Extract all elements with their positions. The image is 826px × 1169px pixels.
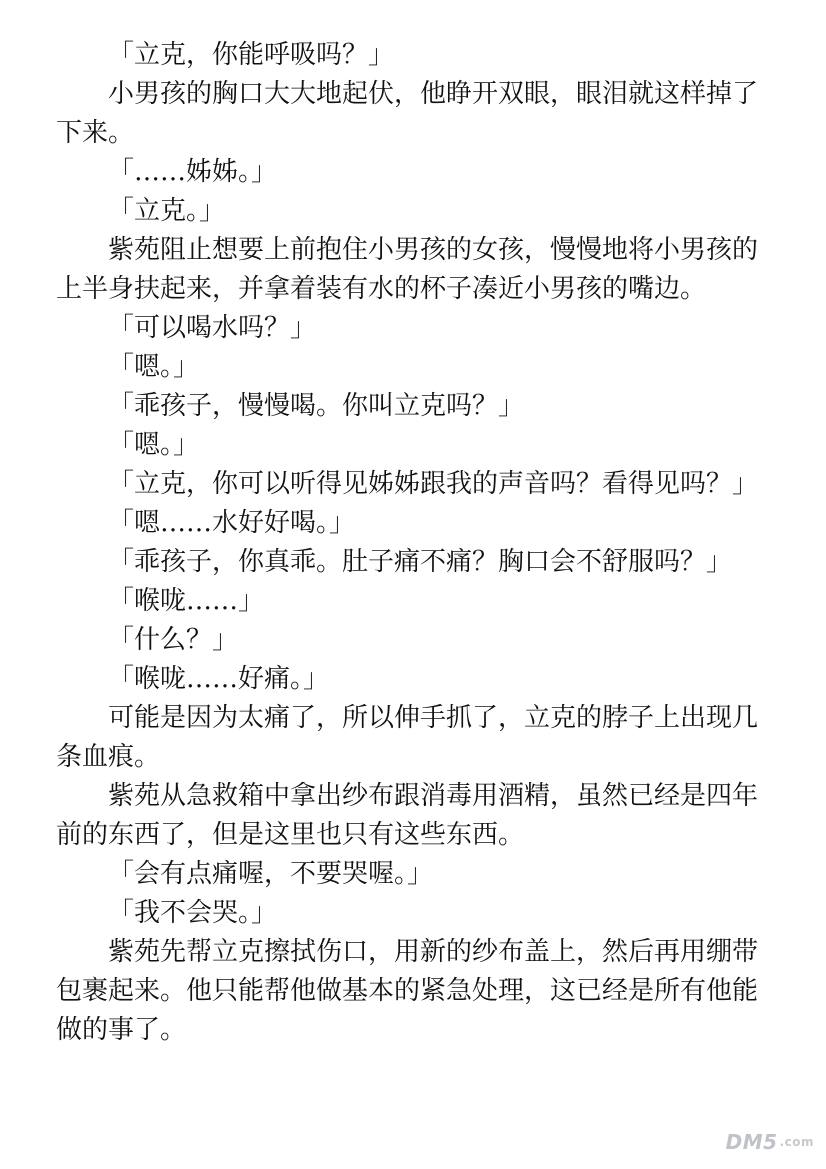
paragraph-20: 紫苑先帮立克擦拭伤口，用新的纱布盖上，然后再用绷带包裹起来。他只能帮他做基本的紧急处理，这已经是所有他能做的事了。 — [56, 937, 759, 1045]
paragraph-15: 「喉咙……好痛。」 — [108, 664, 330, 694]
site-watermark — [704, 1129, 814, 1155]
paragraph-18: 「会有点痛喔，不要哭喔。」 — [108, 859, 434, 889]
watermark-suffix: .com — [779, 1135, 814, 1149]
paragraph-3: 「……姊姊。」 — [108, 157, 278, 187]
paragraph-17: 紫苑从急救箱中拿出纱布跟消毒用酒精，虽然已经是四年前的东西了，但是这里也只有这些东西。 — [56, 781, 759, 850]
paragraph-12: 「乖孩子，你真乖。肚子痛不痛？胸口会不舒服吗？」 — [108, 547, 733, 577]
paragraph-10: 「立克，你可以听得见姊姊跟我的声音吗？看得见吗？」 — [108, 469, 759, 499]
paragraph-1: 「立克，你能呼吸吗？」 — [108, 40, 395, 70]
paragraph-11: 「嗯……水好好喝。」 — [108, 508, 356, 538]
paragraph-5: 紫苑阻止想要上前抱住小男孩的女孩，慢慢地将小男孩的上半身扶起来，并拿着装有水的杯子凑近小男孩的嘴边。 — [56, 235, 759, 304]
paragraph-16: 可能是因为太痛了，所以伸手抓了，立克的脖子上出现几条血痕。 — [56, 703, 759, 772]
paragraph-6: 「可以喝水吗？」 — [108, 313, 317, 343]
paragraph-8: 「乖孩子，慢慢喝。你叫立克吗？」 — [108, 391, 525, 421]
paragraph-13: 「喉咙……」 — [108, 586, 265, 616]
paragraph-7: 「嗯。」 — [108, 352, 200, 382]
paragraph-2: 小男孩的胸口大大地起伏，他睁开双眼，眼泪就这样掉了下来。 — [56, 79, 759, 148]
paragraph-14: 「什么？」 — [108, 625, 239, 655]
paragraph-19: 「我不会哭。」 — [108, 898, 278, 928]
paragraph-9: 「嗯。」 — [108, 430, 200, 460]
page-text — [56, 36, 776, 1050]
paragraph-4: 「立克。」 — [108, 196, 226, 226]
watermark-text: DM5 — [725, 1130, 778, 1154]
